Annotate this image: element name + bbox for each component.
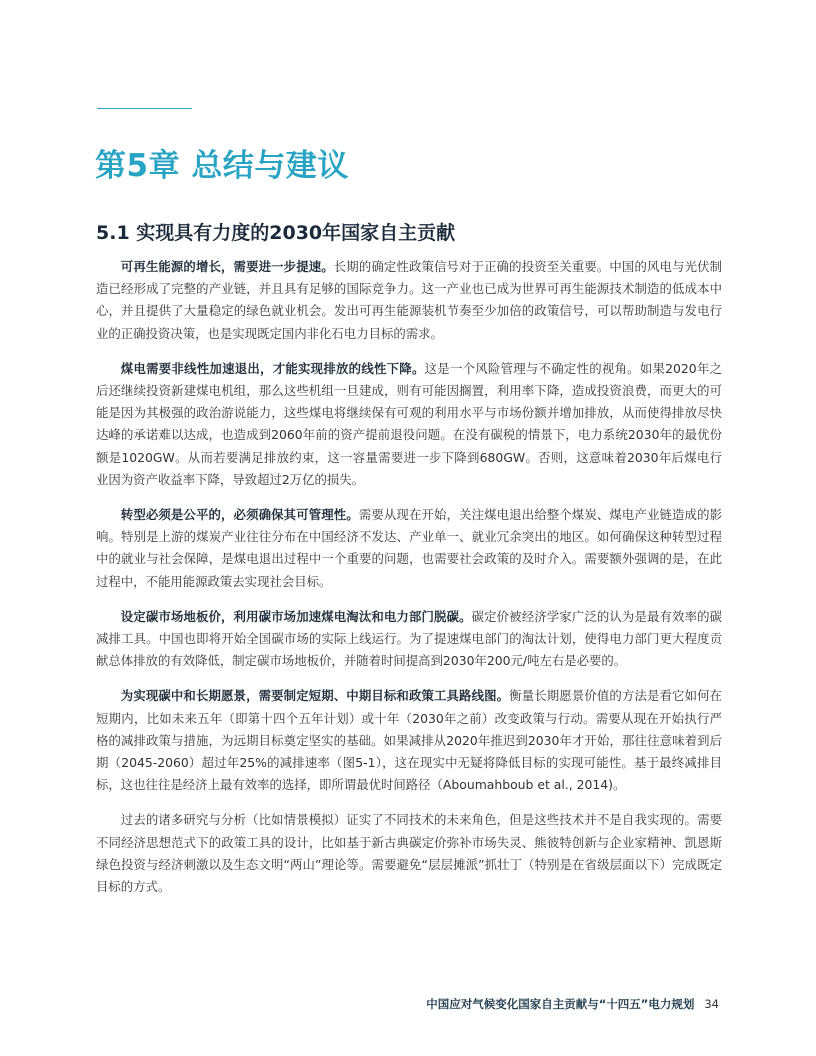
- paragraph-lead: 转型必须是公平的，必须确保其可管理性。: [120, 507, 359, 523]
- paragraph-lead: 煤电需要非线性加速退出，才能实现排放的线性下降。: [120, 360, 425, 376]
- footer-report-title: 中国应对气候变化国家自主贡献与“十四五”电力规划: [426, 997, 695, 1011]
- paragraph-carbon-floor-price: [96, 606, 722, 673]
- paragraph-coal-exit: [96, 358, 722, 491]
- paragraph-body: 需要从现在开始，关注煤电退出给整个煤炭、煤电产业链造成的影响。特别是上游的煤炭产业往往分布在中国经济不发达、产业单一、就业冗余突出的地区。如何确保这种转型过程中的就业与社会保障，是煤电退出过程中一个重要的问题，也需要社会政策的及时介入。需要额外强调的是，在此过程中，不能用能源政策去实现社会目标。: [96, 507, 723, 589]
- paragraph-body: 过去的诸多研究与分析（比如情景模拟）证实了不同技术的未来角色，但是这些技术并不是自我实现的。需要不同经济思想范式下的政策工具的设计，比如基于新古典碳定价弥补市场失灵、熊彼特创新与企业家精神、凯恩斯绿色投资与经济刺激以及生态文明“两山”理论等。需要避免“层层摊派”抓壮丁（特别是在省级层面以下）完成既定目标的方式。: [96, 812, 722, 895]
- body-text: [96, 256, 722, 911]
- chapter-title: 第5章 总结与建议: [95, 148, 349, 184]
- paragraph-lead: 设定碳市场地板价，利用碳市场加速煤电淘汰和电力部门脱碳。: [120, 608, 472, 624]
- section-title: 5.1 实现具有力度的2030年国家自主贡献: [96, 222, 456, 244]
- paragraph-policy-tools: [96, 809, 722, 898]
- paragraph-roadmap: [96, 685, 722, 796]
- paragraph-renewables: [96, 256, 722, 345]
- decorative-rule: [97, 108, 192, 109]
- page-number: 34: [704, 997, 719, 1011]
- paragraph-body: 衡量长期愿景价值的方法是看它如何在短期内，比如未来五年（即第十四个五年计划）或十年（2030年之前）改变政策与行动。需要从现在开始执行严格的减排政策与措施，为远期目标奠定坚实的基础。如果减排从2020年推迟到2030年才开始，那往往意味着到后期（2045-2060）超过年25%的减排速率（图5-1），这在现实中无疑将降低目标的实现可能性。基于最终减排目标，这也往往是经济上最有效率的选择，即所谓最优时间路径（Aboumahboub et al., 2014)。: [96, 688, 723, 793]
- paragraph-just-transition: [96, 504, 722, 593]
- page-footer: [426, 996, 719, 1012]
- paragraph-body: 长期的确定性政策信号对于正确的投资至关重要。中国的风电与光伏制造已经形成了完整的产业链，并且具有足够的国际竞争力。这一产业也已成为世界可再生能源技术制造的低成本中心，并且提供了大量稳定的绿色就业机会。发出可再生能源装机节奏至少加倍的政策信号，可以帮助制造与发电行业的正确投资决策，也是实现既定国内非化石电力目标的需求。: [96, 259, 723, 341]
- paragraph-body: 这是一个风险管理与不确定性的视角。如果2020年之后还继续投资新建煤电机组，那么这些机组一旦建成，则有可能因搁置，利用率下降，造成投资浪费，而更大的可能是因为其极强的政治游说能力，这些煤电将继续保有可观的利用水平与市场份额并增加排放，从而使得排放尽快达峰的承诺难以达成，也造成到2060年前的资产提前退役问题。在没有碳税的情景下，电力系统2030年的最优份额是1020GW。从而若要满足排放约束，这一容量需要进一步下降到680GW。否则，这意味着2030年后煤电行业因为资产收益率下降，导致超过2万亿的损失。: [96, 360, 722, 487]
- paragraph-lead: 为实现碳中和长期愿景，需要制定短期、中期目标和政策工具路线图。: [120, 688, 510, 704]
- paragraph-body: 碳定价被经济学家广泛的认为是最有效率的碳减排工具。中国也即将开始全国碳市场的实际上线运行。为了提速煤电部门的淘汰计划，使得电力部门更大程度贡献总体排放的有效降低，制定碳市场地板价，并随着时间提高到2030年200元/吨左右是必要的。: [96, 608, 723, 669]
- paragraph-lead: 可再生能源的增长，需要进一步提速。: [120, 259, 334, 274]
